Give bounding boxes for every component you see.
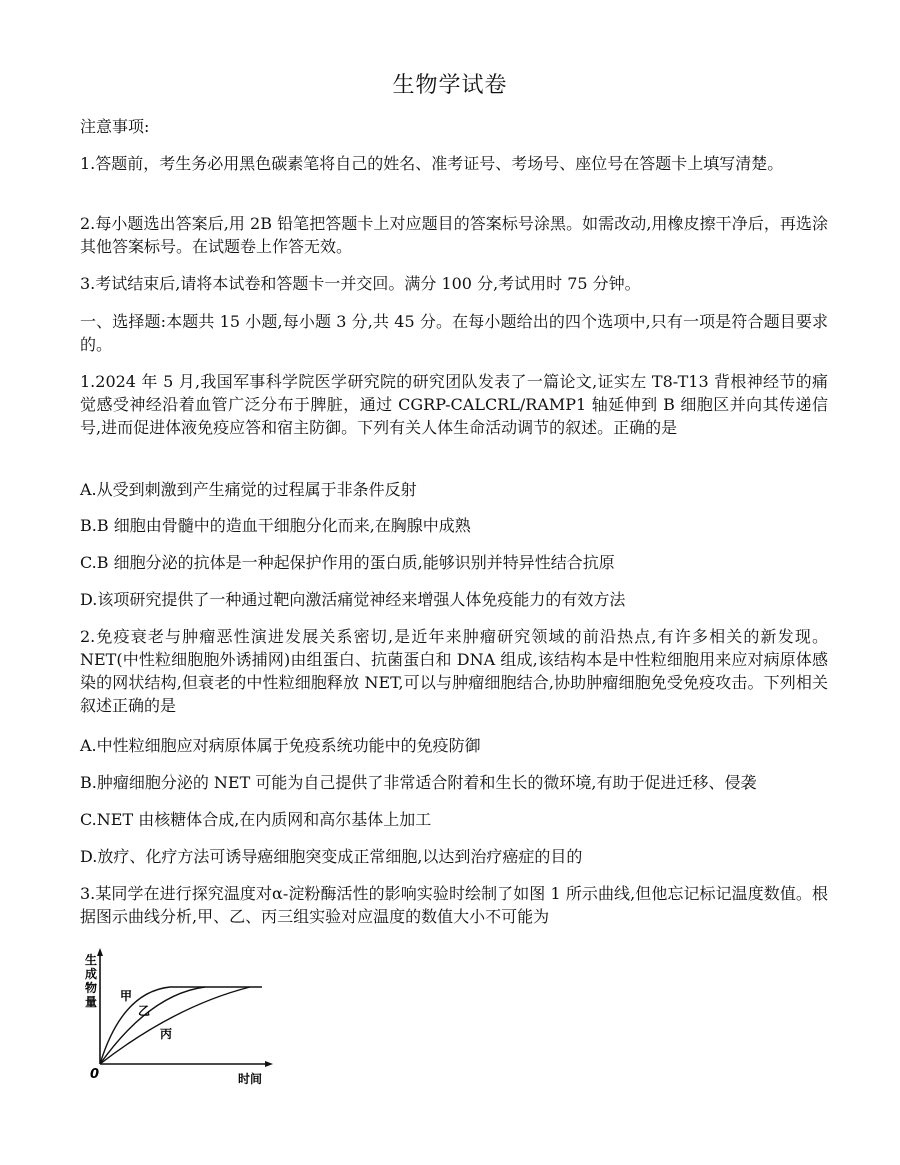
y-axis-arrow [97, 948, 103, 956]
page-title: 生物学试卷 [392, 73, 508, 98]
question-2-option-c: C.NET 由核糖体合成,在内质网和高尔基体上加工 [80, 810, 432, 829]
y-axis-label-char-4: 量 [85, 995, 98, 1009]
question-2-option-d: D.放疗、化疗方法可诱导癌细胞突变成正常细胞,以达到治疗癌症的目的 [80, 847, 583, 866]
question-1-option-c: C.B 细胞分泌的抗体是一种起保护作用的蛋白质,能够识别并特异性结合抗原 [80, 553, 615, 572]
curve-label-jia: 甲 [120, 989, 133, 1003]
question-2-option-a: A.中性粒细胞应对病原体属于免疫系统功能中的免疫防御 [80, 736, 481, 755]
notice-item-3: 3.考试结束后,请将本试卷和答题卡一并交回。满分 100 分,考试用时 75 分钟。 [80, 274, 641, 293]
question-2-stem: 2.免疫衰老与肿瘤恶性演进发展关系密切,是近年来肿瘤研究领域的前沿热点,有许多相关的新发现。NET(中性粒细胞胞外诱捕网)由组蛋白、抗菌蛋白和 DNA 组成,该结构本是中性粒细胞用来应对病原体感染的网状结构,但衰老的中性粒细胞释放 NET,可以与肿瘤细胞结合,协助肿瘤细胞免受免疫攻击。下列相关叙述正确的是 [80, 627, 828, 715]
question-1-option-a: A.从受到刺激到产生痛觉的过程属于非条件反射 [80, 480, 417, 499]
section-heading: 一、选择题:本题共 15 小题,每小题 3 分,共 45 分。在每小题给出的四个选项中,只有一项是符合题目要求的。 [80, 312, 828, 354]
notice-heading: 注意事项: [80, 117, 150, 136]
y-axis-label-char-3: 物 [85, 981, 98, 995]
curve-label-yi: 乙 [138, 1004, 151, 1018]
origin-label: 0 [90, 1067, 100, 1082]
curve-label-bing: 丙 [160, 1027, 173, 1041]
figure-1-curves [80, 944, 280, 1094]
question-1-option-d: D.该项研究提供了一种通过靶向激活痛觉神经来增强人体免疫能力的有效方法 [80, 590, 626, 609]
question-1-option-b: B.B 细胞由骨髓中的造血干细胞分化而来,在胸腺中成熟 [80, 516, 471, 535]
notice-item-1: 1.答题前，考生务必用黑色碳素笔将自己的姓名、准考证号、考场号、座位号在答题卡上填写清楚。 [80, 154, 784, 173]
y-axis-label-char-2: 成 [85, 967, 98, 981]
x-axis-arrow [265, 1061, 273, 1067]
y-axis-label-char-1: 生 [85, 953, 98, 967]
notice-item-2: 2.每小题选出答案后,用 2B 铅笔把答题卡上对应题目的答案标号涂黑。如需改动,用橡皮擦干净后，再选涂其他答案标号。在试题卷上作答无效。 [80, 214, 828, 256]
x-axis-label: 时间 [238, 1072, 263, 1086]
question-1-stem: 1.2024 年 5 月,我国军事科学院医学研究院的研究团队发表了一篇论文,证实左 T8-T13 背根神经节的痛觉感受神经沿着血管广泛分布于脾脏，通过 CGRP-CALCRL/RAMP1 轴延伸到 B 细胞区并向其传递信号,进而促进体液免疫应答和宿主防御。下列有关人体生命活动调节的叙述。正确的是 [80, 372, 828, 437]
question-2-option-b: B.肿瘤细胞分泌的 NET 可能为自己提供了非常适合附着和生长的微环境,有助于促进迁移、侵袭 [80, 773, 757, 792]
question-3-stem: 3.某同学在进行探究温度对α-淀粉酶活性的影响实验时绘制了如图 1 所示曲线,但他忘记标记温度数值。根据图示曲线分析,甲、乙、丙三组实验对应温度的数值大小不可能为 [80, 884, 828, 926]
